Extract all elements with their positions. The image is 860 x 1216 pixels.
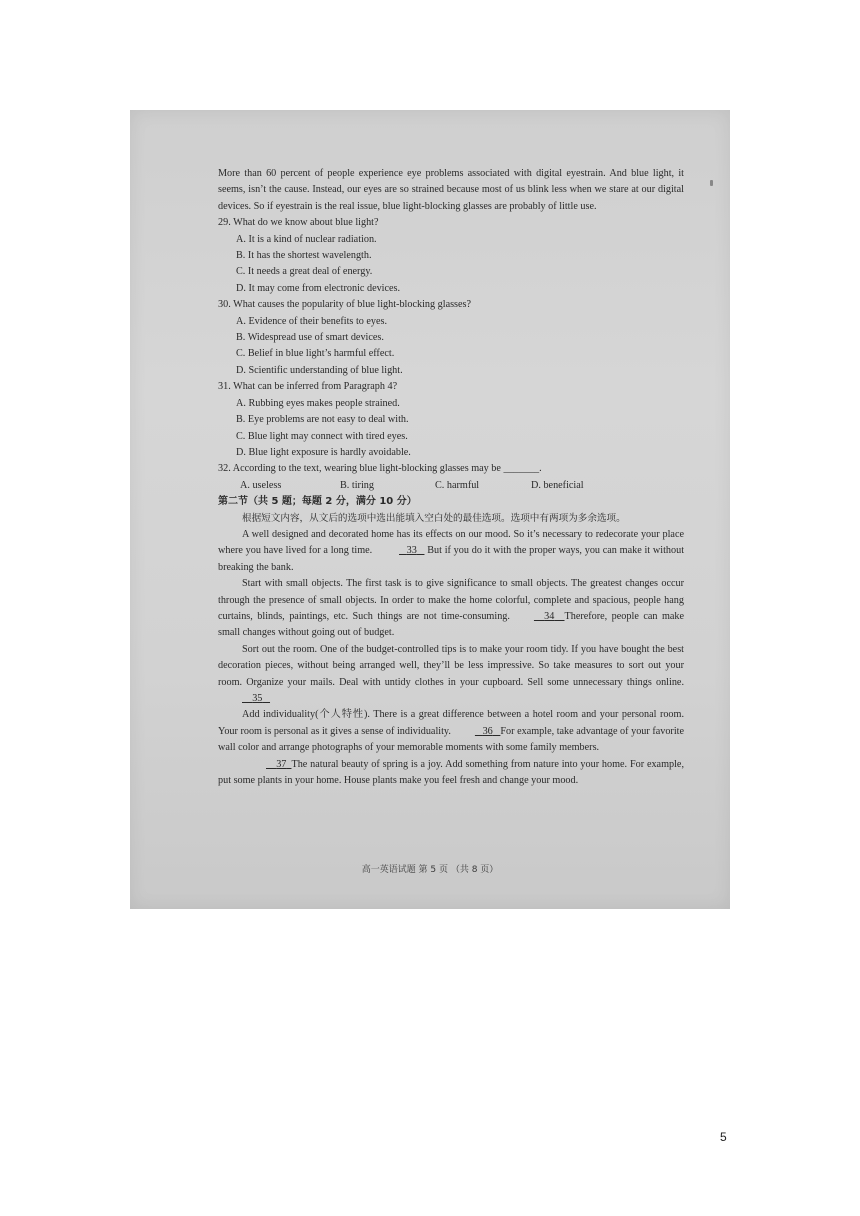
option-d: D. It may come from electronic devices. xyxy=(236,282,401,294)
gap-34: 34 xyxy=(544,610,555,622)
option-d: D. Scientific understanding of blue light. xyxy=(236,364,403,376)
paragraph-text: Sort out the room. One of the budget-controlled tips is to make your room tidy. If you have bought the best decoration pieces, without being arranged well, they’ll be less impressive. So take measures to sort out your room. Organize your mails. Deal with untidy clothes in your cupboard. Sell some unnecessary things online. xyxy=(218,643,684,688)
option-a: A. Rubbing eyes makes people strained. xyxy=(236,397,400,409)
page-footer: 高一英语试题 第 5 页 （共 8 页） xyxy=(361,865,499,875)
paragraph-text: For example, take advantage of your favorite wall color and arrange photographs of your memorable moments with some family members. xyxy=(218,725,684,754)
section-heading: 第二节（共 5 题；每题 2 分，满分 10 分） xyxy=(218,496,417,508)
paragraph-text: Add individuality(个人特性). There is a great difference between a hotel room and your personal room. Your room is personal as it gives a sense of individuality. xyxy=(218,709,684,737)
options-row xyxy=(240,478,684,494)
stem-period: . xyxy=(539,463,542,475)
paragraph-4 xyxy=(218,707,684,756)
option-a: A. It is a kind of nuclear radiation. xyxy=(236,233,377,245)
paragraph-5 xyxy=(218,757,684,790)
passage-ending: More than 60 percent of people experience eye problems associated with digital eyestrain. And blue light, it seems, isn’t the cause. Instead, our eyes are so strained because most of us blink less when we stare at our digital devices. So if eyestrain is the real issue, blue light-blocking glasses are probably of little use. xyxy=(218,168,684,212)
question-stem: 29. What do we know about blue light? xyxy=(218,217,379,229)
section-instruction: 根据短文内容，从文后的选项中选出能填入空白处的最佳选项。选项中有两项为多余选项。 xyxy=(242,512,626,524)
option-c: C. Belief in blue light’s harmful effect. xyxy=(236,348,395,360)
question-stem xyxy=(218,461,684,477)
scan-speck xyxy=(710,180,713,186)
option-c: C. harmful xyxy=(435,479,480,491)
paragraph-text: Therefore, people can make small changes without going out of budget. xyxy=(218,610,685,639)
question-30 xyxy=(218,297,684,379)
option-b: B. Eye problems are not easy to deal with. xyxy=(236,414,409,426)
stem-text: 32. According to the text, wearing blue light-blocking glasses may be xyxy=(218,463,501,475)
paragraph-text: Start with small objects. The first task is to give significance to small objects. The greatest changes occur through the presence of small objects. In order to make the home colorful, complete and spacious, people hang curtains, blinds, paintings, etc. Such things are not time-consuming. xyxy=(218,578,684,622)
paragraph-3 xyxy=(218,642,684,708)
paragraph-text: But if you do it with the proper ways, you can make it without breaking the bank. xyxy=(218,545,685,573)
page-number: 5 xyxy=(720,1130,727,1144)
gap-35: 35 xyxy=(252,693,263,704)
page-content xyxy=(218,166,684,789)
option-d: D. beneficial xyxy=(531,479,584,491)
option-b: B. It has the shortest wavelength. xyxy=(236,250,372,262)
scanned-page xyxy=(130,110,730,909)
question-31 xyxy=(218,379,684,461)
paragraph-text: A well designed and decorated home has its effects on our mood. So it’s necessary to redecorate your place where you have lived for a long time. xyxy=(218,528,684,557)
question-stem: 30. What causes the popularity of blue light-blocking glasses? xyxy=(218,299,472,311)
paragraph-text: The natural beauty of spring is a joy. Add something from nature into your home. For example, put some plants in your home. House plants make you feel fresh and change your mood. xyxy=(218,758,684,787)
answer-blank: _______ xyxy=(503,463,540,475)
option-d: D. Blue light exposure is hardly avoidable. xyxy=(236,446,411,458)
option-c: C. Blue light may connect with tired eyes. xyxy=(236,430,408,442)
option-b: B. tiring xyxy=(340,479,374,491)
paragraph-2 xyxy=(218,576,684,642)
gap-33: 33 xyxy=(406,545,417,557)
gap-37: 37 xyxy=(276,758,287,770)
option-a: A. Evidence of their benefits to eyes. xyxy=(236,315,388,327)
option-c: C. It needs a great deal of energy. xyxy=(236,266,373,278)
question-32 xyxy=(218,461,684,494)
option-b: B. Widespread use of smart devices. xyxy=(236,332,384,344)
question-29 xyxy=(218,215,684,297)
option-a: A. useless xyxy=(240,479,282,491)
paragraph-1 xyxy=(218,527,684,576)
gap-36: 36 xyxy=(482,725,493,737)
question-stem: 31. What can be inferred from Paragraph 4? xyxy=(218,381,398,393)
